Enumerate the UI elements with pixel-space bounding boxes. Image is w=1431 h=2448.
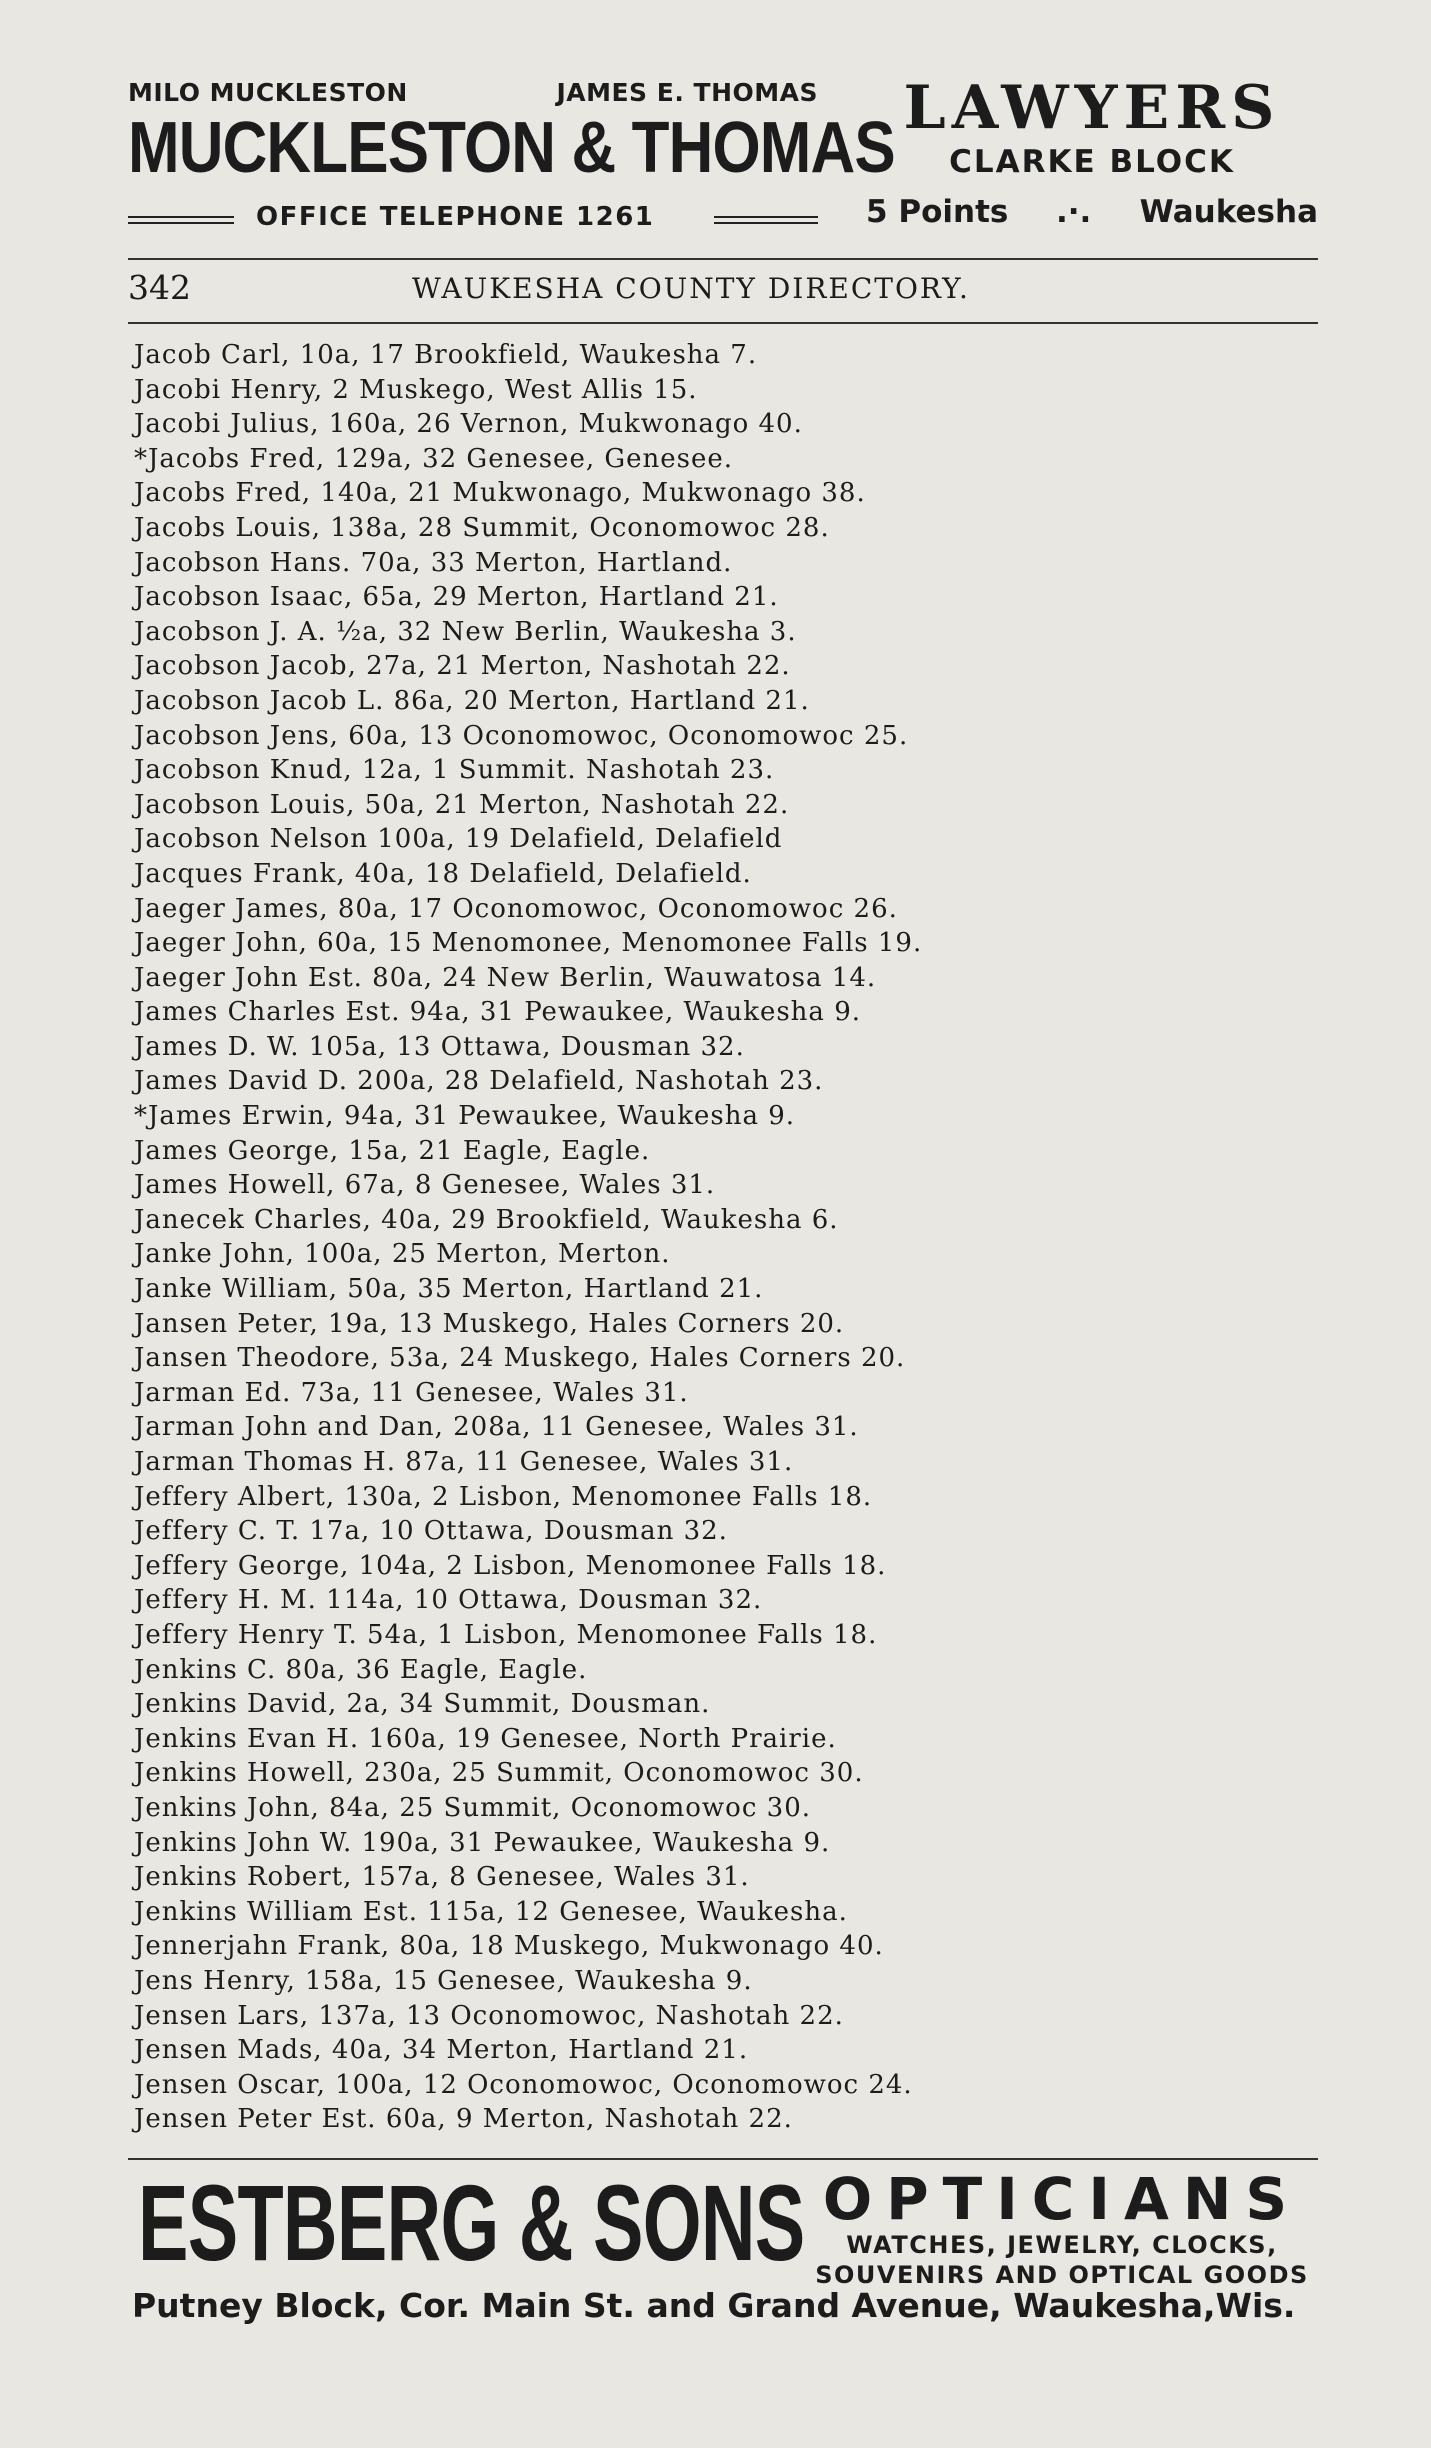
directory-entry: Jacobi Julius, 160a, 26 Vernon, Mukwonago 40. [134,409,803,440]
opticians-title: OPTICIANS [822,2165,1302,2233]
goods-line-2: SOUVENIRS AND OPTICAL GOODS [815,2261,1309,2289]
location-separator: .·. [1056,194,1092,230]
directory-entry: Jansen Theodore, 53a, 24 Muskego, Hales Corners 20. [134,1343,906,1374]
directory-entry: Jensen Lars, 137a, 13 Oconomowoc, Nashotah 22. [134,2000,844,2031]
page-number: 342 [128,268,191,307]
telephone-row [128,202,818,238]
directory-entry: Jarman Thomas H. 87a, 11 Genesee, Wales 31. [134,1447,794,1477]
directory-entry: Jacobs Louis, 138a, 28 Summit, Oconomowoc 28. [134,512,830,543]
directory-entry: Jacobson Nelson 100a, 19 Delafield, Delafield [134,824,783,855]
directory-entry: James Howell, 67a, 8 Genesee, Wales 31. [134,1170,716,1201]
directory-entry: Jacobson Hans. 70a, 33 Merton, Hartland. [134,547,733,578]
goods-line-1: WATCHES, JEWELRY, CLOCKS, [846,2231,1278,2259]
estberg-firm-name: ESTBERG & SONS [138,2162,805,2283]
running-head [128,264,1318,314]
directory-entry: Jarman John and Dan, 208a, 11 Genesee, Wales 31. [134,1412,859,1443]
directory-entry: Jacques Frank, 40a, 18 Delafield, Delafield. [134,858,752,889]
directory-entry: *James Erwin, 94a, 31 Pewaukee, Waukesha 9. [134,1101,796,1132]
directory-entry: Jenkins William Est. 115a, 12 Genesee, Waukesha. [134,1896,848,1927]
directory-entry: Jaeger John, 60a, 15 Menomonee, Menomonee Falls 19. [134,928,923,959]
directory-entry: Jensen Oscar, 100a, 12 Oconomowoc, Oconomowoc 24. [134,2069,913,2100]
firm-name: MUCKLESTON & THOMAS [128,108,895,188]
directory-entry: James Charles Est. 94a, 31 Pewaukee, Waukesha 9. [134,997,861,1028]
directory-entry: Jenkins John W. 190a, 31 Pewaukee, Waukesha 9. [134,1827,831,1858]
firm-block [128,72,895,242]
directory-entry: Jenkins Howell, 230a, 25 Summit, Oconomowoc 30. [134,1758,864,1789]
directory-entry: Jensen Mads, 40a, 34 Merton, Hartland 21. [134,2035,749,2066]
directory-entry: Jenkins Robert, 157a, 8 Genesee, Wales 31. [134,1862,750,1893]
directory-entry: Jacobson J. A. ½a, 32 New Berlin, Waukesha 3. [134,616,797,647]
header-rule-bottom [128,322,1318,324]
location-right: Waukesha [1139,194,1318,230]
directory-entry: Jens Henry, 158a, 15 Genesee, Waukesha 9. [134,1965,753,1996]
lawyers-advertisement [128,72,1318,242]
directory-entry: Jennerjahn Frank, 80a, 18 Muskego, Mukwonago 40. [134,1931,884,1962]
double-rule-right [714,216,818,224]
directory-entry: Jenkins Evan H. 160a, 19 Genesee, North Prairie. [134,1723,837,1754]
directory-entry: Jarman Ed. 73a, 11 Genesee, Wales 31. [134,1377,689,1408]
profession-title: LAWYERS [903,73,1281,143]
directory-entry: Jeffery H. M. 114a, 10 Ottawa, Dousman 32. [134,1585,763,1616]
directory-entry: Jensen Peter Est. 60a, 9 Merton, Nashotah 22. [134,2104,793,2135]
directory-entry: Jeffery Albert, 130a, 2 Lisbon, Menomonee Falls 18. [134,1481,873,1512]
partner-left: MILO MUCKLESTON [128,78,408,107]
directory-entry: Jansen Peter, 19a, 13 Muskego, Hales Corners 20. [134,1308,845,1339]
directory-entry: Janecek Charles, 40a, 29 Brookfield, Waukesha 6. [134,1204,839,1235]
directory-entry: Jeffery C. T. 17a, 10 Ottawa, Dousman 32. [134,1516,728,1547]
double-rule-left [128,216,234,224]
directory-entry: Jaeger John Est. 80a, 24 New Berlin, Wauwatosa 14. [134,962,877,993]
partner-right: JAMES E. THOMAS [556,78,818,107]
location-row [866,194,1318,234]
directory-entries [134,338,1284,2137]
opticians-block [792,2165,1332,2290]
directory-entry: Jaeger James, 80a, 17 Oconomowoc, Oconomowoc 26. [134,893,898,924]
location-left: 5 Points [866,194,1009,230]
directory-entry: Jacobson Knud, 12a, 1 Summit. Nashotah 23. [134,755,775,786]
directory-entry: James George, 15a, 21 Eagle, Eagle. [134,1135,651,1166]
directory-entry: Jacob Carl, 10a, 17 Brookfield, Waukesha 7. [134,340,758,370]
office-telephone: OFFICE TELEPHONE 1261 [256,202,655,232]
opticians-advertisement [128,2162,1328,2338]
directory-entry: James D. W. 105a, 13 Ottawa, Dousman 32. [134,1031,745,1062]
directory-entry: Jenkins John, 84a, 25 Summit, Oconomowoc 30. [134,1792,812,1823]
directory-entry: Jacobson Louis, 50a, 21 Merton, Nashotah 22. [134,789,790,820]
directory-entry: Jacobson Isaac, 65a, 29 Merton, Hartland 21. [134,582,779,613]
directory-entry: Jacobi Henry, 2 Muskego, West Allis 15. [134,374,698,405]
directory-entry: Jacobs Fred, 140a, 21 Mukwonago, Mukwonago 38. [134,478,866,509]
directory-entry: Jacobson Jacob, 27a, 21 Merton, Nashotah 22. [134,651,791,682]
header-rule-top [128,258,1318,260]
footer-rule [128,2158,1318,2160]
directory-entry: Jenkins David, 2a, 34 Summit, Dousman. [134,1689,711,1720]
directory-entry: *Jacobs Fred, 129a, 32 Genesee, Genesee. [134,443,734,474]
directory-title: WAUKESHA COUNTY DIRECTORY. [412,272,970,305]
directory-entry: Jenkins C. 80a, 36 Eagle, Eagle. [134,1654,588,1685]
directory-entry: Jeffery George, 104a, 2 Lisbon, Menomonee Falls 18. [134,1550,887,1581]
directory-entry: Janke John, 100a, 25 Merton, Merton. [134,1239,671,1270]
building-name: CLARKE BLOCK [949,144,1235,180]
partner-names [128,78,818,112]
directory-entry: Jacobson Jacob L. 86a, 20 Merton, Hartland 21. [134,685,810,716]
directory-entry: Janke William, 50a, 35 Merton, Hartland 21. [134,1274,764,1305]
directory-entry: Jeffery Henry T. 54a, 1 Lisbon, Menomonee Falls 18. [134,1619,878,1650]
directory-entry: James David D. 200a, 28 Delafield, Nashotah 23. [134,1066,824,1097]
opticians-address: Putney Block, Cor. Main St. and Grand Avenue, Waukesha,Wis. [132,2286,1296,2325]
directory-entry: Jacobson Jens, 60a, 13 Oconomowoc, Oconomowoc 25. [134,720,909,751]
profession-block [866,72,1318,242]
